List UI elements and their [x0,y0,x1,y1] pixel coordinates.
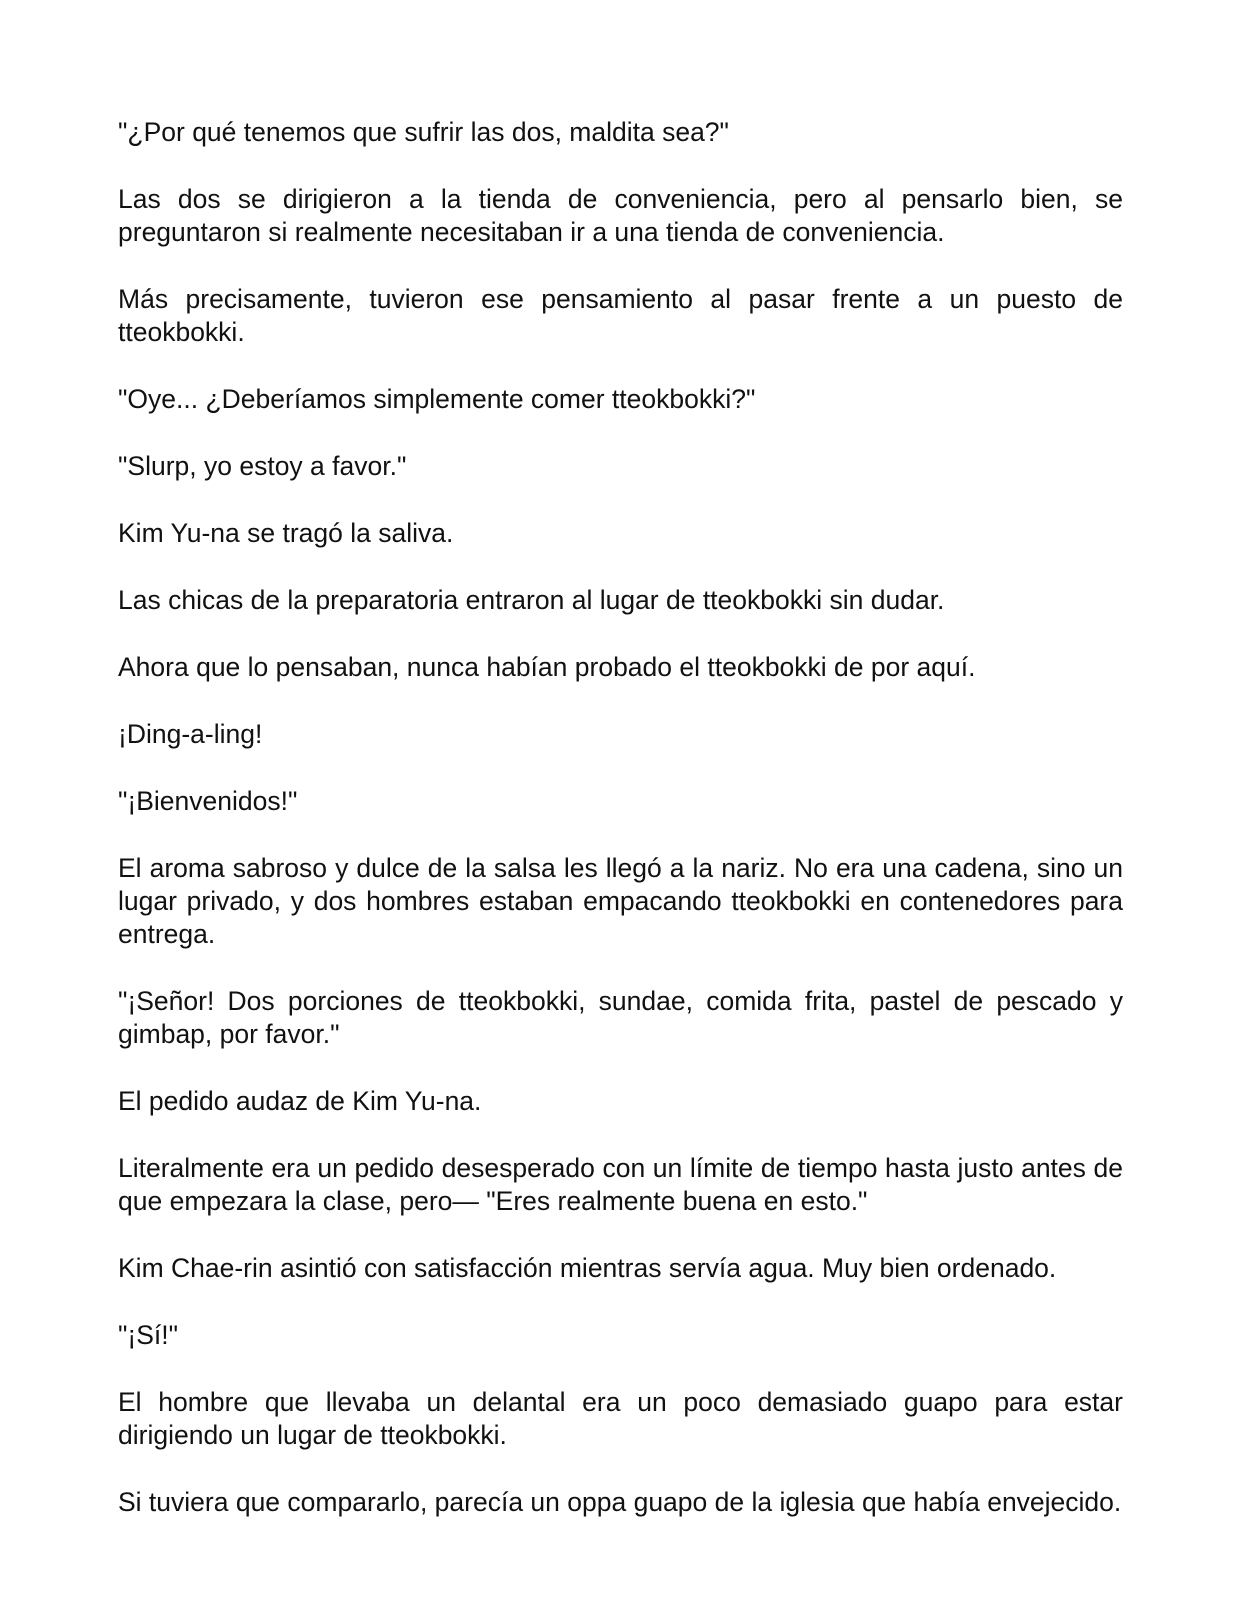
paragraph: "¡Bienvenidos!" [118,786,298,816]
document-body [118,116,1123,1553]
paragraph: Kim Chae-rin asintió con satisfacción mientras servía agua. Muy bien ordenado. [118,1253,1057,1283]
paragraph: Ahora que lo pensaban, nunca habían probado el tteokbokki de por aquí. [118,652,976,682]
paragraph: Literalmente era un pedido desesperado con un límite de tiempo hasta justo antes de que empezara la clase, pero— "Eres realmente buena en esto." [118,1153,1123,1216]
paragraph: "¡Sí!" [118,1320,179,1350]
paragraph: "Slurp, yo estoy a favor." [118,451,407,481]
paragraph: El pedido audaz de Kim Yu-na. [118,1086,482,1116]
paragraph: Más precisamente, tuvieron ese pensamiento al pasar frente a un puesto de tteokbokki. [118,284,1123,347]
paragraph: "Oye... ¿Deberíamos simplemente comer tteokbokki?" [118,384,756,414]
paragraph: "¡Señor! Dos porciones de tteokbokki, sundae, comida frita, pastel de pescado y gimbap, por favor." [118,986,1123,1049]
paragraph: Las dos se dirigieron a la tienda de conveniencia, pero al pensarlo bien, se preguntaron si realmente necesitaban ir a una tienda de conveniencia. [118,184,1123,247]
paragraph: El aroma sabroso y dulce de la salsa les llegó a la nariz. No era una cadena, sino un lugar privado, y dos hombres estaban empacando tteokbokki en contenedores para entrega. [118,853,1123,949]
paragraph: ¡Ding-a-ling! [118,719,263,749]
paragraph: "¿Por qué tenemos que sufrir las dos, maldita sea?" [118,117,729,147]
paragraph: Si tuviera que compararlo, parecía un oppa guapo de la iglesia que había envejecido. [118,1487,1122,1517]
paragraph: Kim Yu-na se tragó la saliva. [118,518,454,548]
paragraph: El hombre que llevaba un delantal era un poco demasiado guapo para estar dirigiendo un lugar de tteokbokki. [118,1387,1123,1450]
paragraph: Las chicas de la preparatoria entraron al lugar de tteokbokki sin dudar. [118,585,945,615]
